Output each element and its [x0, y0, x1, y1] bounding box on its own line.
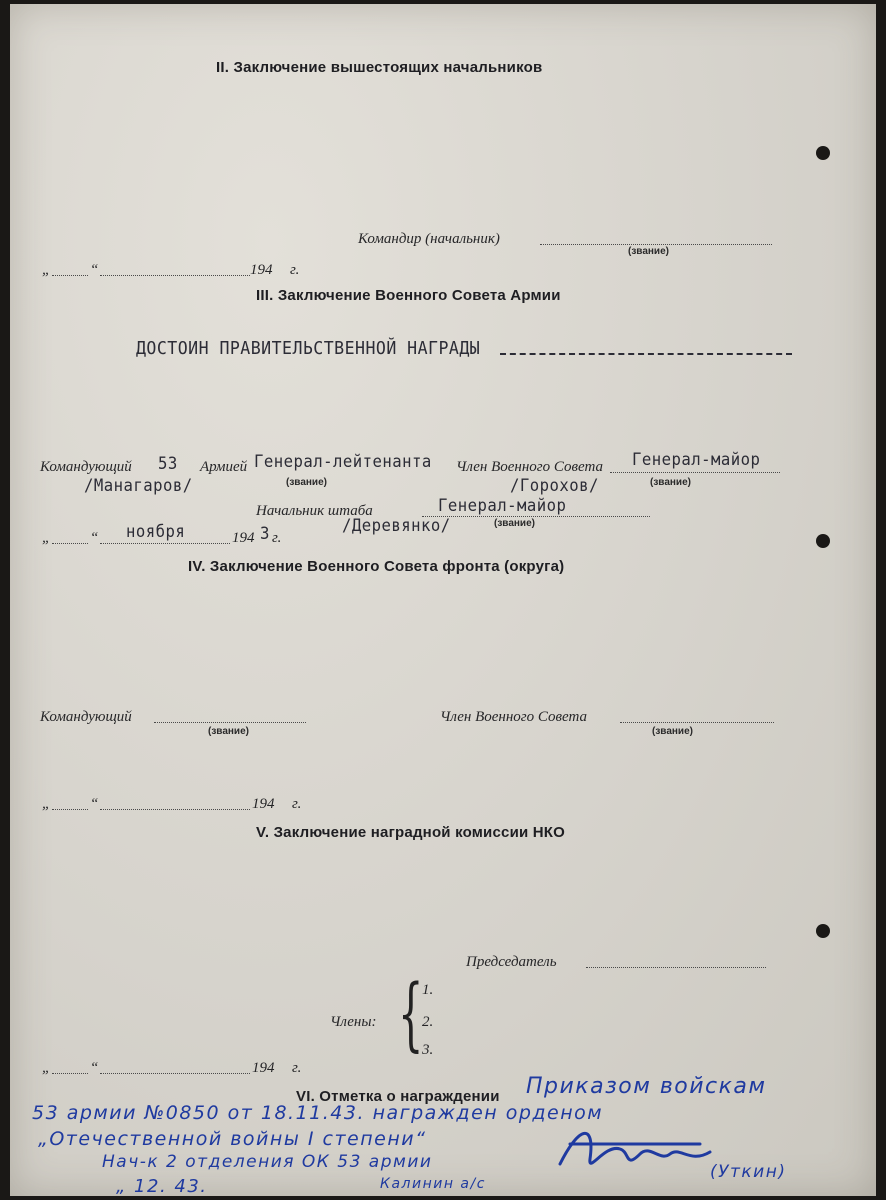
punch-hole-mid — [816, 534, 830, 548]
section-2-title: II. Заключение вышестоящих начальников — [216, 59, 543, 76]
section-4-year-suffix: г. — [292, 796, 302, 812]
section-2-date-open: „ — [42, 262, 51, 278]
section-3-date-close: “ — [90, 530, 99, 546]
section-5-member-1: 1. — [422, 982, 434, 998]
section-3-commander-rank-caption: (звание) — [286, 477, 327, 488]
section-5-date-month-line — [100, 1073, 250, 1074]
section-5-members-brace: { — [398, 967, 424, 1060]
section-4-council-label: Член Военного Совета — [440, 709, 587, 725]
section-4-council-line — [620, 722, 774, 723]
section-5-chairman-label: Председатель — [466, 954, 557, 970]
section-3-council-name: /Горохов/ — [510, 476, 599, 496]
section-3-year-suffix: г. — [272, 530, 282, 546]
handwritten-order-line-4: Нач-к 2 отделения ОК 53 армии — [102, 1152, 433, 1172]
section-5-member-2: 2. — [422, 1014, 434, 1030]
section-5-date-close: “ — [90, 1060, 99, 1076]
section-5-members-label: Члены: — [330, 1014, 377, 1030]
section-3-staff-rank: Генерал-майор — [438, 496, 567, 516]
section-3-verdict: ДОСТОИН ПРАВИТЕЛЬСТВЕННОЙ НАГРАДЫ — [136, 338, 481, 359]
section-4-commander-label: Командующий — [40, 709, 132, 725]
handwritten-signatory-surname: (Уткин) — [710, 1162, 787, 1182]
handwritten-order-date: „ 12. 43. — [116, 1176, 208, 1197]
section-5-year-suffix: г. — [292, 1060, 302, 1076]
section-3-staff-line — [422, 516, 650, 517]
section-3-year-digit: 3 — [260, 524, 270, 544]
section-3-army-label: Армией — [200, 459, 248, 475]
section-2-commander-line — [540, 244, 772, 245]
punch-hole-low — [816, 924, 830, 938]
section-3-staff-label: Начальник штаба — [256, 503, 373, 519]
section-5-year: 194 — [252, 1060, 275, 1076]
section-4-commander-rank-caption: (звание) — [208, 726, 249, 737]
section-5-chairman-line — [586, 967, 766, 968]
section-3-date-month: ноября — [126, 522, 186, 542]
section-6-title: VI. Отметка о награждении — [296, 1088, 500, 1105]
section-3-army-number: 53 — [158, 454, 178, 474]
section-5-member-3: 3. — [422, 1042, 434, 1058]
section-3-commander-rank: Генерал-лейтенанта — [254, 452, 432, 472]
section-5-date-day-line — [52, 1073, 88, 1074]
section-4-council-rank-caption: (звание) — [652, 726, 693, 737]
handwritten-signature — [550, 1114, 720, 1184]
section-3-staff-rank-caption: (звание) — [494, 518, 535, 529]
section-3-council-rank-caption: (звание) — [650, 477, 691, 488]
document-page — [10, 4, 876, 1196]
section-3-verdict-underline — [500, 353, 792, 355]
section-5-title: V. Заключение наградной комиссии НКО — [256, 824, 566, 841]
section-3-council-line — [610, 472, 780, 473]
section-3-title: III. Заключение Военного Совета Армии — [256, 287, 561, 304]
section-2-year: 194 — [250, 262, 273, 278]
section-2-date-month-line — [100, 275, 250, 276]
section-3-commander-label: Командующий — [40, 459, 132, 475]
section-2-year-suffix: г. — [290, 262, 300, 278]
section-2-rank-caption: (звание) — [628, 246, 669, 257]
section-4-date-day-line — [52, 809, 88, 810]
section-4-title: IV. Заключение Военного Совета фронта (округа) — [188, 558, 565, 575]
section-3-date-month-line — [100, 543, 230, 544]
section-3-council-label: Член Военного Совета — [456, 459, 603, 475]
section-4-year: 194 — [252, 796, 275, 812]
section-3-council-rank: Генерал-майор — [632, 450, 761, 470]
section-5-date-open: „ — [42, 1060, 51, 1076]
section-3-staff-name: /Деревянко/ — [342, 516, 451, 536]
section-2-commander-label: Командир (начальник) — [358, 231, 500, 247]
handwritten-signatory-name: Калинин а/с — [380, 1176, 486, 1192]
section-3-year: 194 — [232, 530, 255, 546]
handwritten-order-line-2: 53 армии №0850 от 18.11.43. награжден орденом — [32, 1102, 604, 1124]
section-2-date-day-line — [52, 275, 88, 276]
section-2-date-close: “ — [90, 262, 99, 278]
section-3-date-day-line — [52, 543, 88, 544]
section-4-date-open: „ — [42, 796, 51, 812]
section-4-commander-line — [154, 722, 306, 723]
section-4-date-month-line — [100, 809, 250, 810]
section-4-date-close: “ — [90, 796, 99, 812]
handwritten-order-line-3: „Отечественной войны I степени“ — [38, 1128, 427, 1150]
section-3-date-open: „ — [42, 530, 51, 546]
punch-hole-top — [816, 146, 830, 160]
section-3-commander-name: /Манагаров/ — [84, 476, 193, 496]
handwritten-order-line-1: Приказом войскам — [526, 1074, 767, 1099]
